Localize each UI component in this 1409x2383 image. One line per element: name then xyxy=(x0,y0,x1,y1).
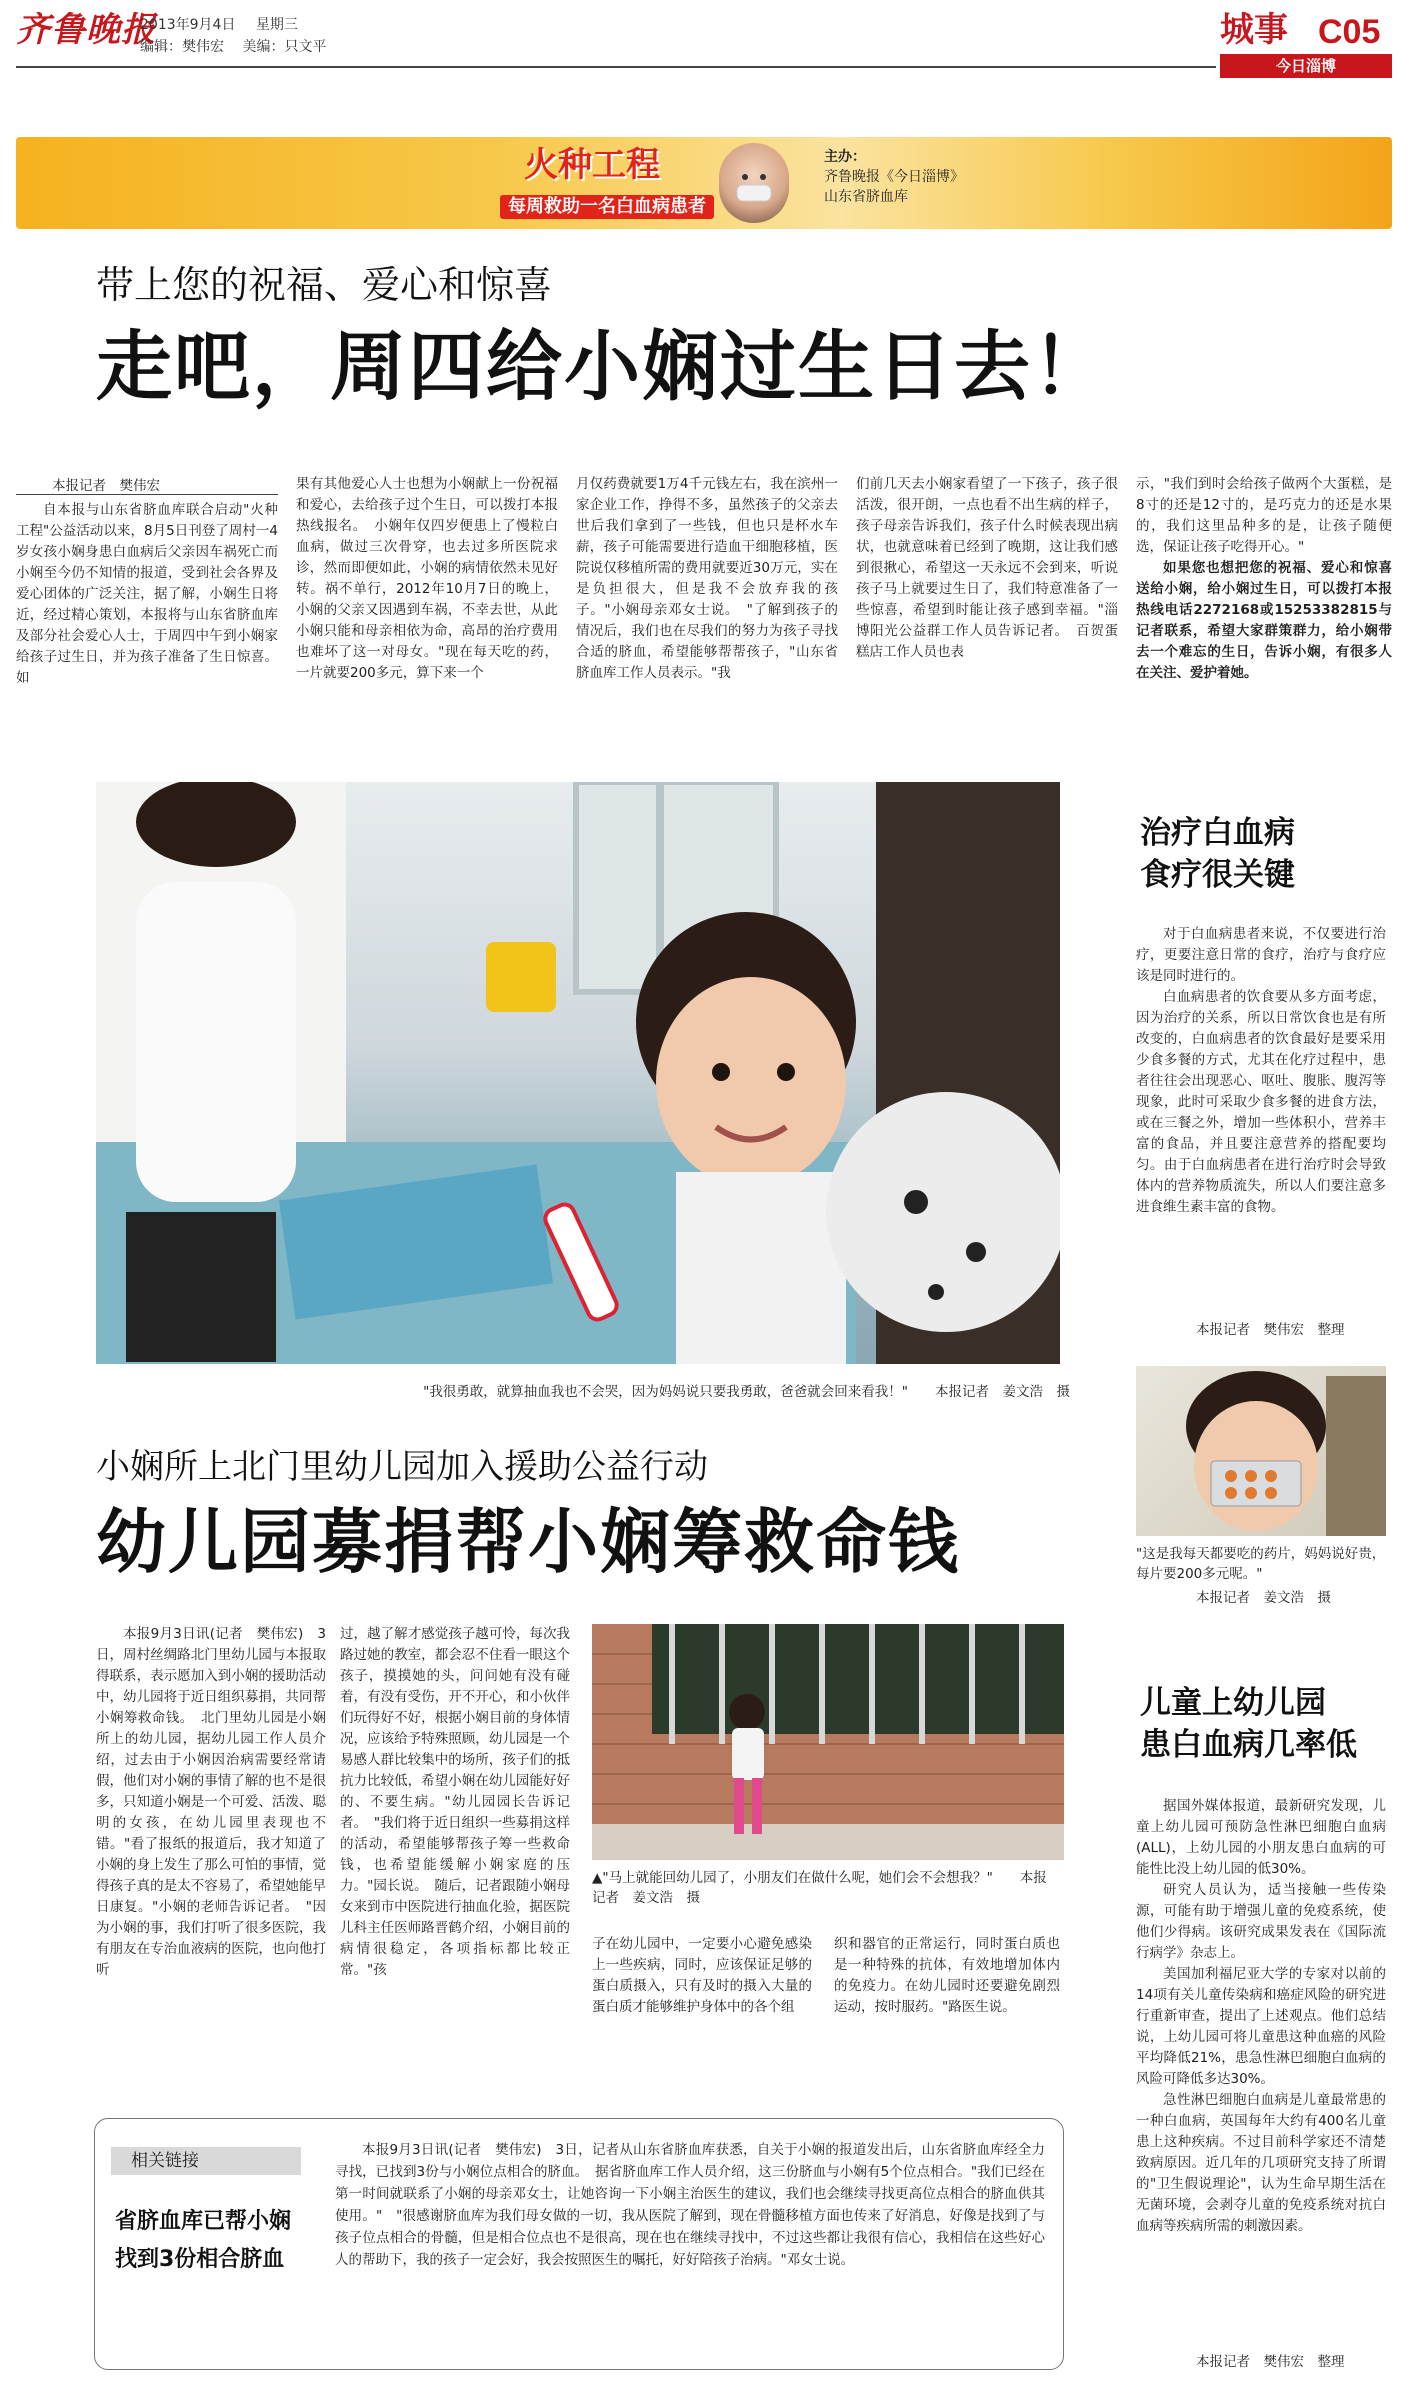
organizer-1: 齐鲁晚报《今日淄博》 xyxy=(824,169,964,185)
hospital-photo xyxy=(96,782,1060,1364)
photo-scene-3 xyxy=(592,1624,1064,1860)
kindergarten-photo xyxy=(592,1624,1064,1860)
weekday-text: 星期三 xyxy=(255,17,298,33)
editor-credits xyxy=(140,36,326,56)
sidebar2-title-line2: 患白血病几率低 xyxy=(1140,1727,1357,1763)
editor-text: 编辑：樊伟宏 xyxy=(140,39,224,55)
sidebar2-p3: 美国加利福尼亚大学的专家对以前的14项有关儿童传染病和癌症风险的研究进行重新审查，提出了上述观点。他们总结说，上幼儿园可将儿童患这种血癌的风险平均降低21%，患急性淋巴细胞白血病的风险可降低多达30%。 xyxy=(1136,1966,1386,2087)
story2-column-2 xyxy=(340,1624,570,2094)
story1-col3-text: 月仅药费就要1万4千元钱左右，我在滨州一家企业工作，挣得不多，虽然孩子的父亲去世后我们拿到了一些钱，但也只是杯水车薪，孩子可能需要进行造血干细胞移植，医院说仅移植所需的费用就要近30万元，实在是负担很大，但是我不会放弃我的孩子。"小娴母亲邓女士说。 "了解到孩子的情况后，我们也在尽我们的努力为孩子寻找合适的脐血，希望能够帮帮孩子，"山东省脐血库工作人员表示。"我 xyxy=(576,476,838,681)
story1-col2-text: 果有其他爱心人士也想为小娴献上一份祝福和爱心，去给孩子过个生日，可以拨打本报热线报名。 小娴年仅四岁便患上了慢粒白血病，做过三次骨穿，也去过多所医院求诊，然而即便如此，小娴的病情依然未见好转。祸不单行，2012年10月7日的晚上，小娴的父亲又因遇到车祸，不幸去世，从此小娴只能和母亲相依为命，高昂的治疗费用也难坏了这一对母女。"现在每天吃的药，一片就要200多元，算下来一个 xyxy=(296,476,558,681)
story1-column-2 xyxy=(296,474,558,726)
story2-col4-text: 织和器官的正常运行，同时蛋白质也是一种特殊的抗体，有效地增加体内的免疫力。在幼儿园时还要避免剧烈运动，按时服药。"路医生说。 xyxy=(834,1936,1060,2015)
page-number: C05 xyxy=(1318,13,1381,51)
sidebar1-title xyxy=(1140,812,1295,896)
subsection-badge: 今日淄博 xyxy=(1220,54,1392,78)
story2-column-3 xyxy=(592,1934,812,2094)
header-rule xyxy=(16,66,1216,68)
sidebar1-p1: 对于白血病患者来说，不仅要进行治疗，更要注意日常的食疗，治疗与食疗应该是同时进行的。 xyxy=(1136,926,1386,984)
story1-col4-text: 们前几天去小娴家看望了一下孩子，孩子很活泼，很开朗，一点也看不出生病的样子，孩子母亲告诉我们，孩子什么时候表现出病状，也就意味着已经到了晚期，这让我们感到很揪心，希望这一天永远不会到来，听说孩子马上就要过生日了，我们特意准备了一些惊喜，希望到时能让孩子感到幸福。"淄博阳光公益群工作人员告诉记者。 百贺蛋糕店工作人员也表 xyxy=(856,476,1118,660)
sidebar2-credit: 本报记者 樊伟宏 整理 xyxy=(1196,2354,1345,2370)
date-text: 2013年9月4日 xyxy=(140,17,236,33)
child-portrait xyxy=(719,143,789,223)
face-mask-icon xyxy=(719,143,789,223)
sidebar1-body xyxy=(1136,924,1386,1314)
sidebar1-credit: 本报记者 樊伟宏 整理 xyxy=(1196,1322,1345,1338)
photo-scene xyxy=(96,782,1060,1364)
story2-col1-text: 本报9月3日讯(记者 樊伟宏) 3日，周村丝绸路北门里幼儿园与本报取得联系，表示愿加入到小娴的援助活动中，幼儿园将于近日组织募捐，共同帮小娴筹救命钱。 北门里幼儿园是小娴所上的幼儿园，据幼儿园工作人员介绍，过去由于小娴因治病需要经常请假，他们对小娴的事情了解的也不是很多，只知道小娴是一个可爱、活泼、聪明的女孩，在幼儿园里表现也不错。"看了报纸的报道后，我才知道了小娴的身上发生了那么可怕的事情，觉得孩子真的是太不容易了，希望她能早日康复。"小娴的老师告诉记者。 "因为小娴的事，我们打听了很多医院，我有朋友在专治血液病的医院，也向他打听 xyxy=(96,1626,326,1978)
photo-scene-2 xyxy=(1136,1366,1386,1536)
hospital-photo-caption: "我很勇敢，就算抽血我也不会哭，因为妈妈说只要我勇敢，爸爸就会回来看我！" 本报记者 姜文浩 摄 xyxy=(423,1384,1070,1400)
banner-subtitle: 每周救助一名白血病患者 xyxy=(500,195,714,219)
medicine-photo-credit: 本报记者 姜文浩 摄 xyxy=(1196,1590,1331,1606)
sidebar1-title-line2: 食疗很关键 xyxy=(1140,857,1295,893)
sidebar2-p1: 据国外媒体报道，最新研究发现，儿童上幼儿园可预防急性淋巴细胞白血病(ALL)，上幼儿园的小朋友患白血病的可能性比没上幼儿园的低30%。 xyxy=(1136,1798,1386,1877)
campaign-banner xyxy=(16,137,1392,229)
story1-col1-text: 自本报与山东省脐血库联合启动"火种工程"公益活动以来，8月5日刊登了周村一4岁女孩小娴身患白血病后父亲因车祸死亡而小娴至今仍不知情的报道，受到社会各界及爱心团体的广泛关注，据了解，小娴生日将近，经过精心策划，本报将与山东省脐血库及部分社会爱心人士，于周四中午到小娴家给孩子过生日，并为孩子准备了生日惊喜。如 xyxy=(16,502,278,686)
designer-text: 美编：只文平 xyxy=(242,39,327,55)
story1-kicker: 带上您的祝福、爱心和惊喜 xyxy=(96,263,553,307)
story1-rule xyxy=(16,494,278,495)
story1-column-3 xyxy=(576,474,838,726)
related-link-box xyxy=(94,2118,1064,2370)
story1-col5-bold-text: 如果您也想把您的祝福、爱心和惊喜送给小娴，给小娴过生日，可以拨打本报热线电话2272168或15253382815与记者联系，希望大家群策群力，给小娴带去一个难忘的生日，告诉小娴，有很多人在关注、爱护着她。 xyxy=(1136,560,1392,681)
story1-column-4 xyxy=(856,474,1118,726)
newspaper-logo: 齐鲁晚报 xyxy=(16,10,156,50)
organizers xyxy=(824,147,964,207)
related-link-label: 相关链接 xyxy=(111,2147,301,2175)
masthead xyxy=(0,0,1409,75)
sidebar1-title-line1: 治疗白血病 xyxy=(1140,815,1295,851)
related-body-text: 本报9月3日讯(记者 樊伟宏) 3日，记者从山东省脐血库获悉，自关于小娴的报道发出后，山东省脐血库经全力寻找，已找到3份与小娴位点相合的脐血。 据省脐血库工作人员介绍，这三份脐血与小娴有5个位点相合。"我们已经在第一时间就联系了小娴的母亲邓女士，让她咨询一下小娴主治医生的建议，我们也会继续寻找更高位点相合的脐血供其使用。" "很感谢脐血库为我们母女做的一切，我从医院了解到，现在骨髓移植方面也传来了好消息，好像是找到了与孩子位点相合的骨髓，但是相合位点也不是很高，现在也在继续寻找中，不过这些都让我很有信心，我相信在这些好心人的帮助下，我的孩子一定会好，我会按照医生的嘱托，好好陪孩子治病。"邓女士说。 xyxy=(335,2142,1045,2268)
related-link-body xyxy=(335,2139,1045,2359)
story2-headline: 幼儿园募捐帮小娴筹救命钱 xyxy=(96,1501,960,1583)
sidebar2-body xyxy=(1136,1796,1386,2336)
story1-column-5 xyxy=(1136,474,1392,726)
sidebar2-title-line1: 儿童上幼儿园 xyxy=(1140,1685,1326,1721)
story1-headline: 走吧，周四给小娴过生日去！ xyxy=(96,322,1110,411)
related-title-line1: 省脐血库已帮小娴 xyxy=(115,2209,292,2234)
story2-col3-text: 子在幼儿园中，一定要小心避免感染上一些疾病，同时，应该保证足够的蛋白质摄入，只有及时的摄入大量的蛋白质才能够维护身体中的各个组 xyxy=(592,1936,812,2015)
banner-title: 火种工程 xyxy=(524,145,660,185)
story2-col2-text: 过，越了解才感觉孩子越可怜，每次我路过她的教室，都会忍不住看一眼这个孩子，摸摸她的头，问问她有没有碰着，有没有受伤，开不开心，和小伙伴们玩得好不好，根据小娴目前的身体情况，应该给予特殊照顾，幼儿园是一个易感人群比较集中的场所，孩子们的抵抗力比较低，希望小娴在幼儿园能好好的、不要生病。"幼儿园园长告诉记者。 "我们将于近日组织一些募捐这样的活动，希望能够帮孩子筹一些救命钱，也希望能缓解小娴家庭的压力。"园长说。 随后，记者跟随小娴母女来到市中医院进行抽血化验，据医院儿科主任医师路晋鹤介绍，小娴目前的病情很稳定，各项指标都比较正常。"孩 xyxy=(340,1626,570,1978)
issue-date xyxy=(140,14,298,34)
story1-byline: 本报记者 樊伟宏 xyxy=(52,478,160,494)
section-name: 城事 xyxy=(1220,10,1288,50)
story2-column-1 xyxy=(96,1624,326,2094)
sidebar1-p2: 白血病患者的饮食要从多方面考虑，因为治疗的关系，所以日常饮食也是有所改变的，白血病患者的饮食最好是要采用少食多餐的方式，尤其在化疗过程中，患者往往会出现恶心、呕吐、腹胀、腹泻等现象，此时可采取少食多餐的进食方法，或在三餐之外，增加一些体积小，营养丰富的食品，并且要注意营养的搭配要均匀。由于白血病患者在进行治疗时会导致体内的营养物质流失，所以人们要注意多进食维生素丰富的食物。 xyxy=(1136,989,1386,1215)
sidebar2-title xyxy=(1140,1682,1357,1766)
organizer-2: 山东省脐血库 xyxy=(824,189,908,205)
story1-column-1 xyxy=(16,500,278,726)
kindergarten-photo-caption: ▲"马上就能回幼儿园了，小朋友们在做什么呢，她们会不会想我？" 本报记者 姜文浩 摄 xyxy=(592,1870,1047,1906)
related-title-line2: 找到3份相合脐血 xyxy=(115,2247,285,2272)
story1-col5-text: 示，"我们到时会给孩子做两个大蛋糕，是8寸的还是12寸的，是巧克力的还是水果的，我们这里品种多的是，让孩子随便选，保证让孩子吃得开心。" xyxy=(1136,476,1392,555)
sidebar2-p2: 研究人员认为，适当接触一些传染源，可能有助于增强儿童的免疫系统，使他们少得病。该研究成果发表在《国际流行病学》杂志上。 xyxy=(1136,1882,1386,1961)
sidebar2-p4: 急性淋巴细胞白血病是儿童最常患的一种白血病，英国每年大约有400名儿童患上这种疾病。不过目前科学家还不清楚致病原因。近几年的几项研究支持了所谓的"卫生假说理论"，认为生命早期生活在无菌环境，会剥夺儿童的免疫系统对抗白血病等疾病所需的刺激因素。 xyxy=(1136,2092,1386,2234)
medicine-photo xyxy=(1136,1366,1386,1536)
organizer-label: 主办： xyxy=(824,149,866,165)
related-link-title xyxy=(115,2203,291,2279)
story2-column-4 xyxy=(834,1934,1060,2094)
story2-kicker: 小娴所上北门里幼儿园加入援助公益行动 xyxy=(96,1447,708,1487)
medicine-photo-caption: "这是我每天都要吃的药片，妈妈说好贵，每片要200多元呢。" xyxy=(1136,1546,1386,1582)
